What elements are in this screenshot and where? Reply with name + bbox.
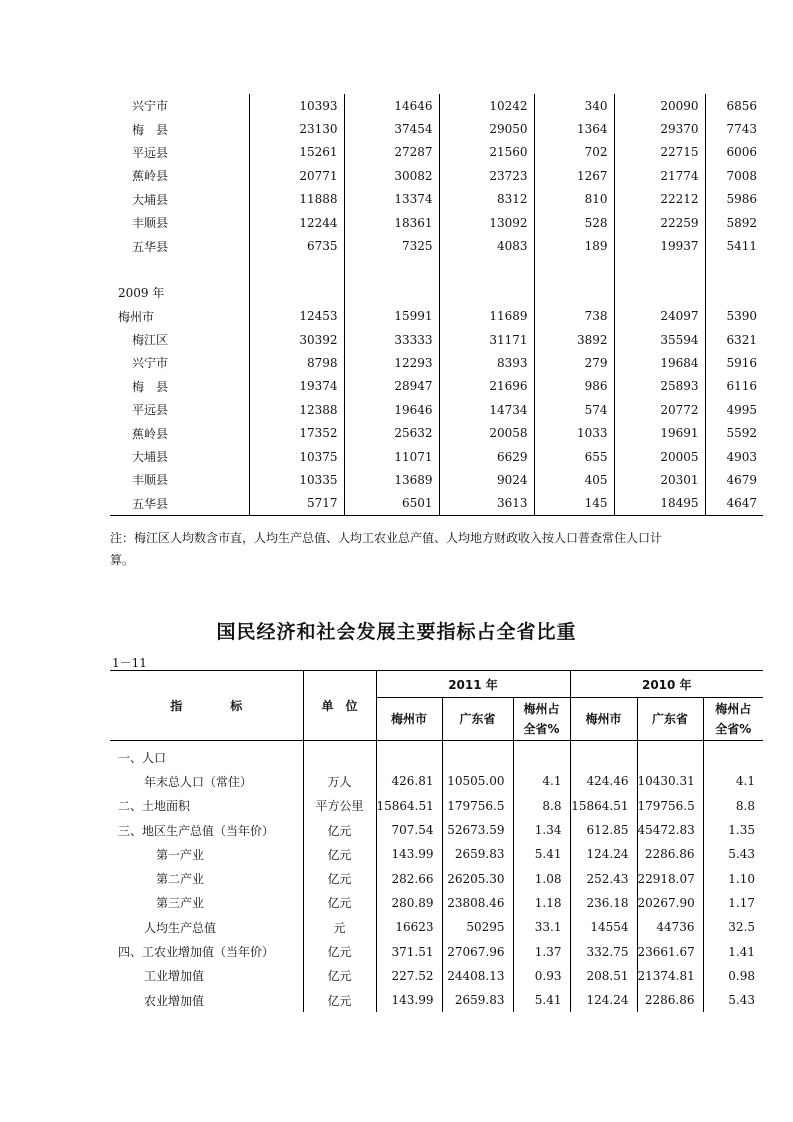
table-row (110, 94, 763, 117)
value-cell: 986 (534, 375, 614, 398)
value-cell: 5.43 (728, 847, 756, 862)
value-cell: 15991 (344, 305, 439, 328)
value-cell: 19374 (249, 375, 344, 398)
empty-cell (614, 258, 705, 281)
value-cell: 0.98 (728, 968, 756, 983)
value-cell: 4903 (726, 449, 757, 464)
unit-cell: 亿元 (303, 866, 376, 890)
value-cell: 574 (534, 398, 614, 421)
indicator-label: 人均生产总值 (110, 915, 303, 939)
value-cell: 15864.51 (376, 794, 442, 818)
unit-cell: 元 (303, 915, 376, 939)
value-cell: 7325 (344, 234, 439, 257)
value-cell: 19937 (614, 234, 705, 257)
value-cell: 20005 (614, 445, 705, 468)
value-cell: 11071 (344, 445, 439, 468)
value-cell: 810 (534, 188, 614, 211)
indicator-label: 一、人口 (110, 741, 303, 770)
header-share-2011: 梅州占 全省% (513, 698, 570, 741)
value-cell: 50295 (442, 915, 513, 939)
value-cell: 707.54 (376, 818, 442, 842)
value-cell: 1.17 (728, 895, 756, 910)
value-cell: 10242 (439, 94, 534, 117)
empty-cell (614, 281, 705, 304)
table-row (110, 445, 763, 468)
value-cell: 124.24 (570, 988, 637, 1012)
value-cell: 11689 (439, 305, 534, 328)
value-cell: 6321 (726, 332, 757, 347)
indicator-label: 年末总人口（常住） (110, 769, 303, 793)
value-cell: 280.89 (376, 891, 442, 915)
value-cell: 28947 (344, 375, 439, 398)
value-cell: 179756.5 (442, 794, 513, 818)
table-row (110, 468, 763, 491)
value-cell: 22715 (614, 141, 705, 164)
indicator-label: 第三产业 (110, 891, 303, 915)
table-row (110, 117, 763, 140)
value-cell: 18495 (614, 492, 705, 516)
value-cell: 5892 (726, 215, 757, 230)
table-footnote (110, 527, 770, 571)
value-cell: 6501 (344, 492, 439, 516)
value-cell: 5411 (726, 239, 757, 254)
empty-cell (439, 258, 534, 281)
value-cell: 189 (534, 234, 614, 257)
value-cell: 528 (534, 211, 614, 234)
value-cell (637, 741, 703, 770)
table-row (110, 915, 763, 939)
value-cell: 20772 (614, 398, 705, 421)
value-cell: 1.34 (513, 818, 570, 842)
table-row (110, 164, 763, 187)
region-name: 平远县 (110, 398, 249, 421)
empty-cell (705, 281, 763, 304)
value-cell: 5390 (726, 309, 757, 324)
region-name: 梅 县 (110, 117, 249, 140)
value-cell: 6735 (249, 234, 344, 257)
empty-cell (705, 258, 763, 281)
province-share-table (110, 670, 763, 1012)
table-row (110, 492, 763, 516)
value-cell: 12453 (249, 305, 344, 328)
value-cell: 19691 (614, 421, 705, 444)
value-cell: 10393 (249, 94, 344, 117)
table-row (110, 141, 763, 164)
value-cell: 5.43 (728, 993, 756, 1008)
empty-cell (534, 281, 614, 304)
table-row (110, 211, 763, 234)
value-cell: 1.35 (728, 823, 756, 838)
value-cell: 371.51 (376, 939, 442, 963)
unit-cell: 亿元 (303, 988, 376, 1012)
value-cell: 19684 (614, 351, 705, 374)
empty-cell (439, 281, 534, 304)
value-cell: 3892 (534, 328, 614, 351)
value-cell: 4.1 (735, 774, 756, 789)
regional-per-capita-table (110, 94, 763, 516)
value-cell: 21560 (439, 141, 534, 164)
header-meizhou-2010: 梅州市 (570, 698, 637, 741)
empty-cell (344, 281, 439, 304)
value-cell: 5916 (726, 355, 757, 370)
table-row (110, 421, 763, 444)
value-cell: 25632 (344, 421, 439, 444)
value-cell: 27287 (344, 141, 439, 164)
unit-cell (303, 741, 376, 770)
region-name: 丰顺县 (110, 211, 249, 234)
value-cell: 14554 (570, 915, 637, 939)
value-cell: 8798 (249, 351, 344, 374)
unit-cell: 亿元 (303, 818, 376, 842)
value-cell: 45472.83 (637, 818, 703, 842)
value-cell: 12293 (344, 351, 439, 374)
unit-cell: 亿元 (303, 939, 376, 963)
indicator-label: 工业增加值 (110, 964, 303, 988)
value-cell: 0.93 (513, 964, 570, 988)
table-row (110, 964, 763, 988)
value-cell: 252.43 (570, 866, 637, 890)
value-cell: 23661.67 (637, 939, 703, 963)
value-cell: 282.66 (376, 866, 442, 890)
value-cell: 21696 (439, 375, 534, 398)
year-label: 2009 年 (110, 281, 249, 304)
value-cell: 21774 (614, 164, 705, 187)
value-cell: 1.37 (513, 939, 570, 963)
value-cell: 8312 (439, 188, 534, 211)
value-cell: 20090 (614, 94, 705, 117)
table-row (110, 188, 763, 211)
unit-cell: 万人 (303, 769, 376, 793)
value-cell: 702 (534, 141, 614, 164)
region-name: 蕉岭县 (110, 164, 249, 187)
value-cell: 2286.86 (637, 842, 703, 866)
value-cell: 52673.59 (442, 818, 513, 842)
value-cell: 23723 (439, 164, 534, 187)
value-cell: 44736 (637, 915, 703, 939)
value-cell: 5.41 (513, 842, 570, 866)
table-code: 1－11 (112, 656, 147, 670)
value-cell: 5592 (726, 426, 757, 441)
empty-cell (249, 281, 344, 304)
value-cell: 26205.30 (442, 866, 513, 890)
indicator-label: 第一产业 (110, 842, 303, 866)
unit-cell: 亿元 (303, 964, 376, 988)
value-cell (570, 741, 637, 770)
value-cell: 13092 (439, 211, 534, 234)
value-cell: 15864.51 (570, 794, 637, 818)
region-name: 五华县 (110, 234, 249, 257)
value-cell: 5717 (249, 492, 344, 516)
value-cell: 16623 (376, 915, 442, 939)
table-row (110, 769, 763, 793)
value-cell (376, 741, 442, 770)
share-table-body (110, 741, 763, 1013)
table-row (110, 794, 763, 818)
value-cell: 6116 (726, 379, 757, 394)
table-row (110, 258, 763, 281)
value-cell: 612.85 (570, 818, 637, 842)
value-cell: 4083 (439, 234, 534, 257)
value-cell: 29050 (439, 117, 534, 140)
header-indicator: 指 标 (110, 671, 303, 741)
value-cell: 143.99 (376, 842, 442, 866)
value-cell: 2286.86 (637, 988, 703, 1012)
region-name: 平远县 (110, 141, 249, 164)
value-cell: 31171 (439, 328, 534, 351)
value-cell: 332.75 (570, 939, 637, 963)
value-cell: 6856 (726, 98, 757, 113)
value-cell: 145 (534, 492, 614, 516)
value-cell: 21374.81 (637, 964, 703, 988)
region-name: 丰顺县 (110, 468, 249, 491)
unit-cell: 亿元 (303, 891, 376, 915)
unit-cell: 亿元 (303, 842, 376, 866)
value-cell: 33.1 (513, 915, 570, 939)
value-cell: 738 (534, 305, 614, 328)
value-cell: 236.18 (570, 891, 637, 915)
unit-cell: 平方公里 (303, 794, 376, 818)
region-name: 梅江区 (110, 328, 249, 351)
indicator-label: 四、工农业增加值（当年价） (110, 939, 303, 963)
table-row (110, 281, 763, 304)
value-cell: 35594 (614, 328, 705, 351)
table-row (110, 988, 763, 1012)
value-cell: 20058 (439, 421, 534, 444)
value-cell: 1364 (534, 117, 614, 140)
value-cell: 20267.90 (637, 891, 703, 915)
region-name: 兴宁市 (110, 94, 249, 117)
table-row (110, 818, 763, 842)
value-cell: 12388 (249, 398, 344, 421)
share-table-title: 国民经济和社会发展主要指标占全省比重 (216, 621, 577, 643)
value-cell: 4995 (726, 402, 757, 417)
value-cell: 426.81 (376, 769, 442, 793)
value-cell: 7743 (726, 122, 757, 137)
value-cell: 3613 (439, 492, 534, 516)
value-cell: 227.52 (376, 964, 442, 988)
value-cell: 22212 (614, 188, 705, 211)
value-cell: 1.41 (728, 944, 756, 959)
value-cell: 655 (534, 445, 614, 468)
header-guangdong-2011: 广东省 (442, 698, 513, 741)
regional-table-body (110, 94, 763, 516)
indicator-label: 农业增加值 (110, 988, 303, 1012)
spacer-cell (110, 258, 249, 281)
value-cell: 23808.46 (442, 891, 513, 915)
value-cell: 7008 (726, 168, 757, 183)
value-cell: 14646 (344, 94, 439, 117)
table-row (110, 351, 763, 374)
header-meizhou-2011: 梅州市 (376, 698, 442, 741)
table-row (110, 939, 763, 963)
value-cell: 143.99 (376, 988, 442, 1012)
value-cell: 29370 (614, 117, 705, 140)
region-name: 兴宁市 (110, 351, 249, 374)
value-cell: 10505.00 (442, 769, 513, 793)
header-share-2010: 梅州占 全省% (703, 698, 763, 741)
value-cell: 1.10 (728, 871, 756, 886)
region-name: 大埔县 (110, 445, 249, 468)
value-cell: 20771 (249, 164, 344, 187)
value-cell: 5.41 (513, 988, 570, 1012)
value-cell: 5986 (726, 192, 757, 207)
header-unit: 单 位 (303, 671, 376, 741)
value-cell: 22918.07 (637, 866, 703, 890)
table-row (110, 842, 763, 866)
value-cell: 32.5 (728, 920, 756, 935)
value-cell: 30392 (249, 328, 344, 351)
table-row (110, 305, 763, 328)
value-cell: 23130 (249, 117, 344, 140)
value-cell: 12244 (249, 211, 344, 234)
value-cell: 13689 (344, 468, 439, 491)
value-cell: 13374 (344, 188, 439, 211)
value-cell: 18361 (344, 211, 439, 234)
value-cell: 179756.5 (637, 794, 703, 818)
value-cell: 405 (534, 468, 614, 491)
value-cell: 4.1 (513, 769, 570, 793)
value-cell: 24408.13 (442, 964, 513, 988)
footnote-line-1: 注：梅江区人均数含市直，人均生产总值、人均工农业总产值、人均地方财政收入按人口普查常住人口计 (110, 531, 663, 545)
value-cell (442, 741, 513, 770)
value-cell: 15261 (249, 141, 344, 164)
value-cell: 340 (534, 94, 614, 117)
value-cell: 4679 (726, 472, 757, 487)
value-cell: 1033 (534, 421, 614, 444)
value-cell: 208.51 (570, 964, 637, 988)
header-guangdong-2010: 广东省 (637, 698, 703, 741)
value-cell: 8.8 (513, 794, 570, 818)
value-cell: 10375 (249, 445, 344, 468)
value-cell: 20301 (614, 468, 705, 491)
value-cell: 37454 (344, 117, 439, 140)
value-cell: 33333 (344, 328, 439, 351)
table-row (110, 398, 763, 421)
value-cell: 10430.31 (637, 769, 703, 793)
region-name: 梅 县 (110, 375, 249, 398)
value-cell: 25893 (614, 375, 705, 398)
empty-cell (344, 258, 439, 281)
value-cell: 8393 (439, 351, 534, 374)
region-name: 梅州市 (110, 305, 249, 328)
value-cell: 17352 (249, 421, 344, 444)
table-row (110, 891, 763, 915)
value-cell: 8.8 (735, 798, 756, 813)
value-cell: 22259 (614, 211, 705, 234)
value-cell: 6006 (726, 145, 757, 160)
value-cell: 11888 (249, 188, 344, 211)
value-cell: 1.08 (513, 866, 570, 890)
value-cell: 4647 (705, 492, 763, 516)
table-row (110, 375, 763, 398)
value-cell: 14734 (439, 398, 534, 421)
table-row (110, 866, 763, 890)
header-year-2011: 2011 年 (376, 671, 570, 698)
table-row (110, 234, 763, 257)
empty-cell (534, 258, 614, 281)
value-cell: 424.46 (570, 769, 637, 793)
value-cell: 24097 (614, 305, 705, 328)
header-year-2010: 2010 年 (570, 671, 763, 698)
region-name: 大埔县 (110, 188, 249, 211)
value-cell: 9024 (439, 468, 534, 491)
region-name: 蕉岭县 (110, 421, 249, 444)
value-cell: 2659.83 (442, 988, 513, 1012)
indicator-label: 第二产业 (110, 866, 303, 890)
table-row (110, 328, 763, 351)
value-cell: 279 (534, 351, 614, 374)
value-cell: 1267 (534, 164, 614, 187)
indicator-label: 三、地区生产总值（当年价） (110, 818, 303, 842)
footnote-line-2: 算。 (110, 553, 135, 567)
value-cell (703, 741, 763, 770)
indicator-label: 二、土地面积 (110, 794, 303, 818)
value-cell: 30082 (344, 164, 439, 187)
value-cell: 19646 (344, 398, 439, 421)
value-cell: 6629 (439, 445, 534, 468)
value-cell: 10335 (249, 468, 344, 491)
value-cell (513, 741, 570, 770)
table-row (110, 741, 763, 770)
value-cell: 1.18 (513, 891, 570, 915)
empty-cell (249, 258, 344, 281)
value-cell: 124.24 (570, 842, 637, 866)
value-cell: 27067.96 (442, 939, 513, 963)
value-cell: 2659.83 (442, 842, 513, 866)
region-name: 五华县 (110, 492, 249, 516)
